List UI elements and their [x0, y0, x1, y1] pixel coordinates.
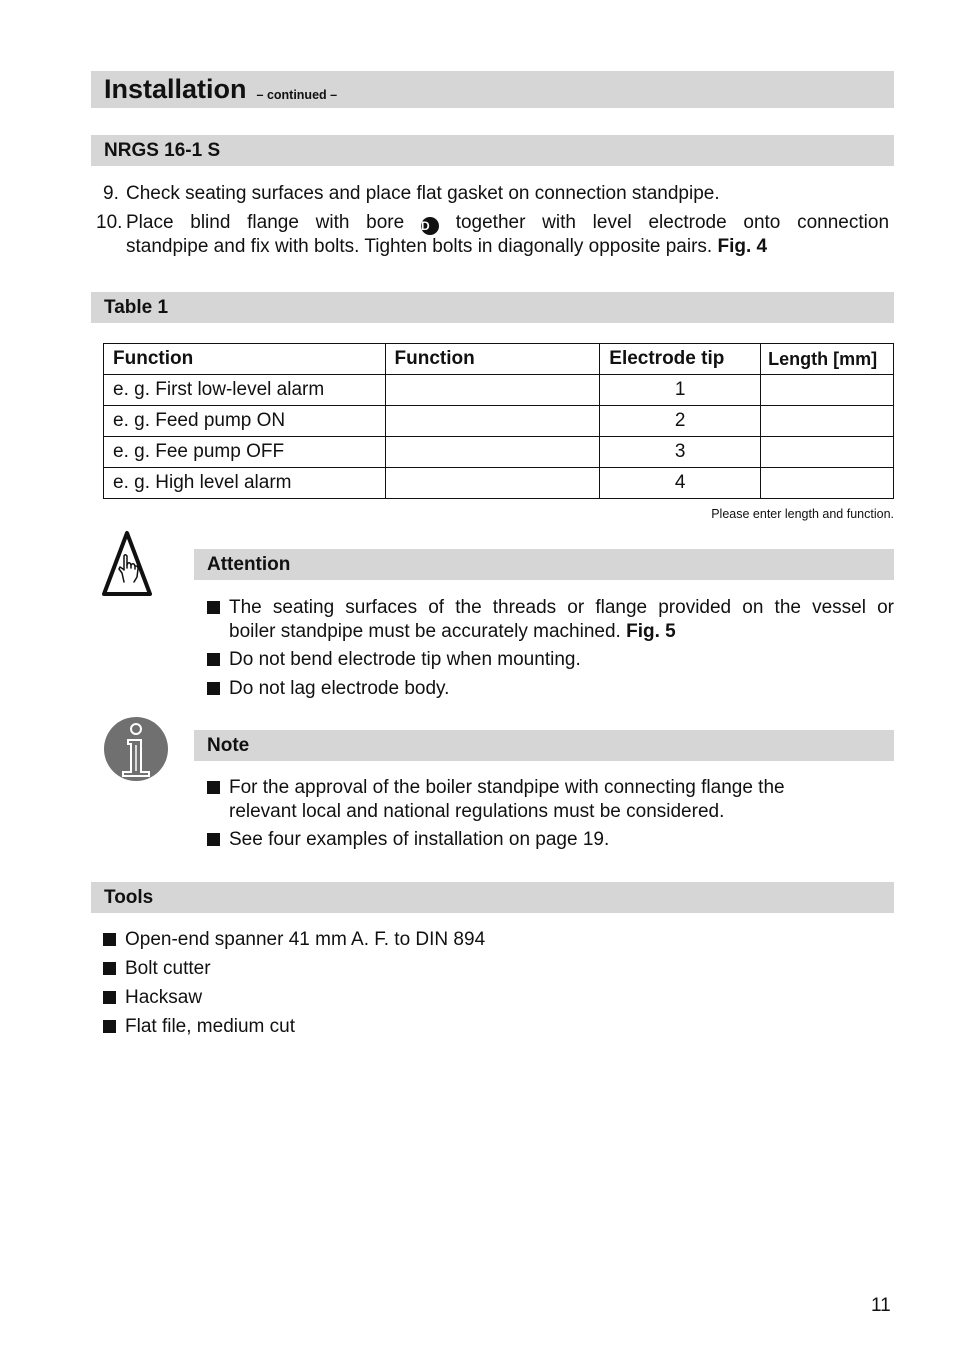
bullet-square-icon: [103, 991, 116, 1004]
step-9: [103, 182, 894, 205]
table-cell: [761, 468, 894, 499]
note-item: See four examples of installation on page 19.: [207, 828, 894, 852]
page-number: 11: [871, 1295, 891, 1316]
bullet-square-icon: [103, 933, 116, 946]
table-cell: [385, 468, 600, 499]
table-footnote: Please enter length and function.: [711, 507, 894, 521]
table-header: Length [mm]: [761, 344, 894, 375]
table-cell: [761, 375, 894, 406]
table-cell: e. g. High level alarm: [104, 468, 386, 499]
table-row: [104, 406, 894, 437]
section-heading-tools: [91, 882, 894, 913]
bore-d-marker: D: [421, 217, 439, 235]
table-header: Function: [104, 344, 386, 375]
tools-item: Open-end spanner 41 mm A. F. to DIN 894: [103, 928, 894, 952]
attention-item: The seating surfaces of the threads or flange provided on the vessel or boiler standpipe must be accurately machined. Fig. 5: [207, 596, 894, 644]
table-cell: 4: [600, 468, 761, 499]
section-heading-tools-label: Tools: [104, 886, 154, 908]
page-subtitle: – continued –: [256, 87, 338, 102]
figure-reference: Fig. 4: [717, 236, 768, 257]
bullet-square-icon: [207, 653, 220, 666]
info-icon: [103, 716, 169, 787]
figure-reference: Fig. 5: [626, 621, 676, 642]
step-number: 9.: [103, 183, 119, 204]
table-row: [104, 468, 894, 499]
section-heading-nrgs-label: NRGS 16-1 S: [104, 139, 221, 161]
step-10: [96, 211, 894, 259]
tools-item: Hacksaw: [103, 986, 894, 1010]
section-heading-table-label: Table 1: [104, 296, 169, 318]
section-heading-note-label: Note: [207, 734, 250, 756]
attention-item: Do not bend electrode tip when mounting.: [207, 648, 894, 672]
table-cell: [761, 406, 894, 437]
table-header: Function: [385, 344, 600, 375]
table-cell: [385, 375, 600, 406]
table-cell: 2: [600, 406, 761, 437]
table-cell: 3: [600, 437, 761, 468]
section-heading-note: [194, 730, 894, 761]
tools-item: Flat file, medium cut: [103, 1015, 894, 1039]
table-cell: [385, 437, 600, 468]
table-header: Electrode tip: [600, 344, 761, 375]
tools-item: Bolt cutter: [103, 957, 894, 981]
section-heading-attention: [194, 549, 894, 580]
section-heading-table: [91, 292, 894, 323]
table-row: [104, 437, 894, 468]
table-cell: e. g. First low-level alarm: [104, 375, 386, 406]
bullet-square-icon: [103, 962, 116, 975]
attention-item: Do not lag electrode body.: [207, 677, 894, 701]
step-text: Check seating surfaces and place flat gasket on connection standpipe.: [126, 183, 720, 204]
step-text-line-2: standpipe and fix with bolts. Tighten bolts in diagonally opposite pairs. Fig. 4: [126, 236, 768, 257]
page-title-bar: [91, 71, 894, 108]
step-text-line-1: Place blind flange with bore D together with level electrode onto connection: [126, 212, 890, 233]
table-cell: [385, 406, 600, 437]
section-heading-nrgs: [91, 135, 894, 166]
table-row: [104, 375, 894, 406]
bullet-square-icon: [207, 833, 220, 846]
table-cell: e. g. Fee pump OFF: [104, 437, 386, 468]
bullet-square-icon: [207, 682, 220, 695]
electrode-table: [103, 343, 894, 499]
table-header-row: [104, 344, 894, 375]
warning-hand-icon: [102, 530, 152, 601]
bullet-square-icon: [207, 601, 220, 614]
step-number: 10.: [96, 212, 123, 233]
note-item: For the approval of the boiler standpipe with connecting flange the relevant local and national regulations must be considered.: [207, 776, 894, 824]
section-heading-attention-label: Attention: [207, 553, 291, 575]
table-cell: [761, 437, 894, 468]
bullet-square-icon: [207, 781, 220, 794]
table-cell: 1: [600, 375, 761, 406]
table-cell: e. g. Feed pump ON: [104, 406, 386, 437]
page-title: Installation: [104, 74, 247, 104]
bullet-square-icon: [103, 1020, 116, 1033]
